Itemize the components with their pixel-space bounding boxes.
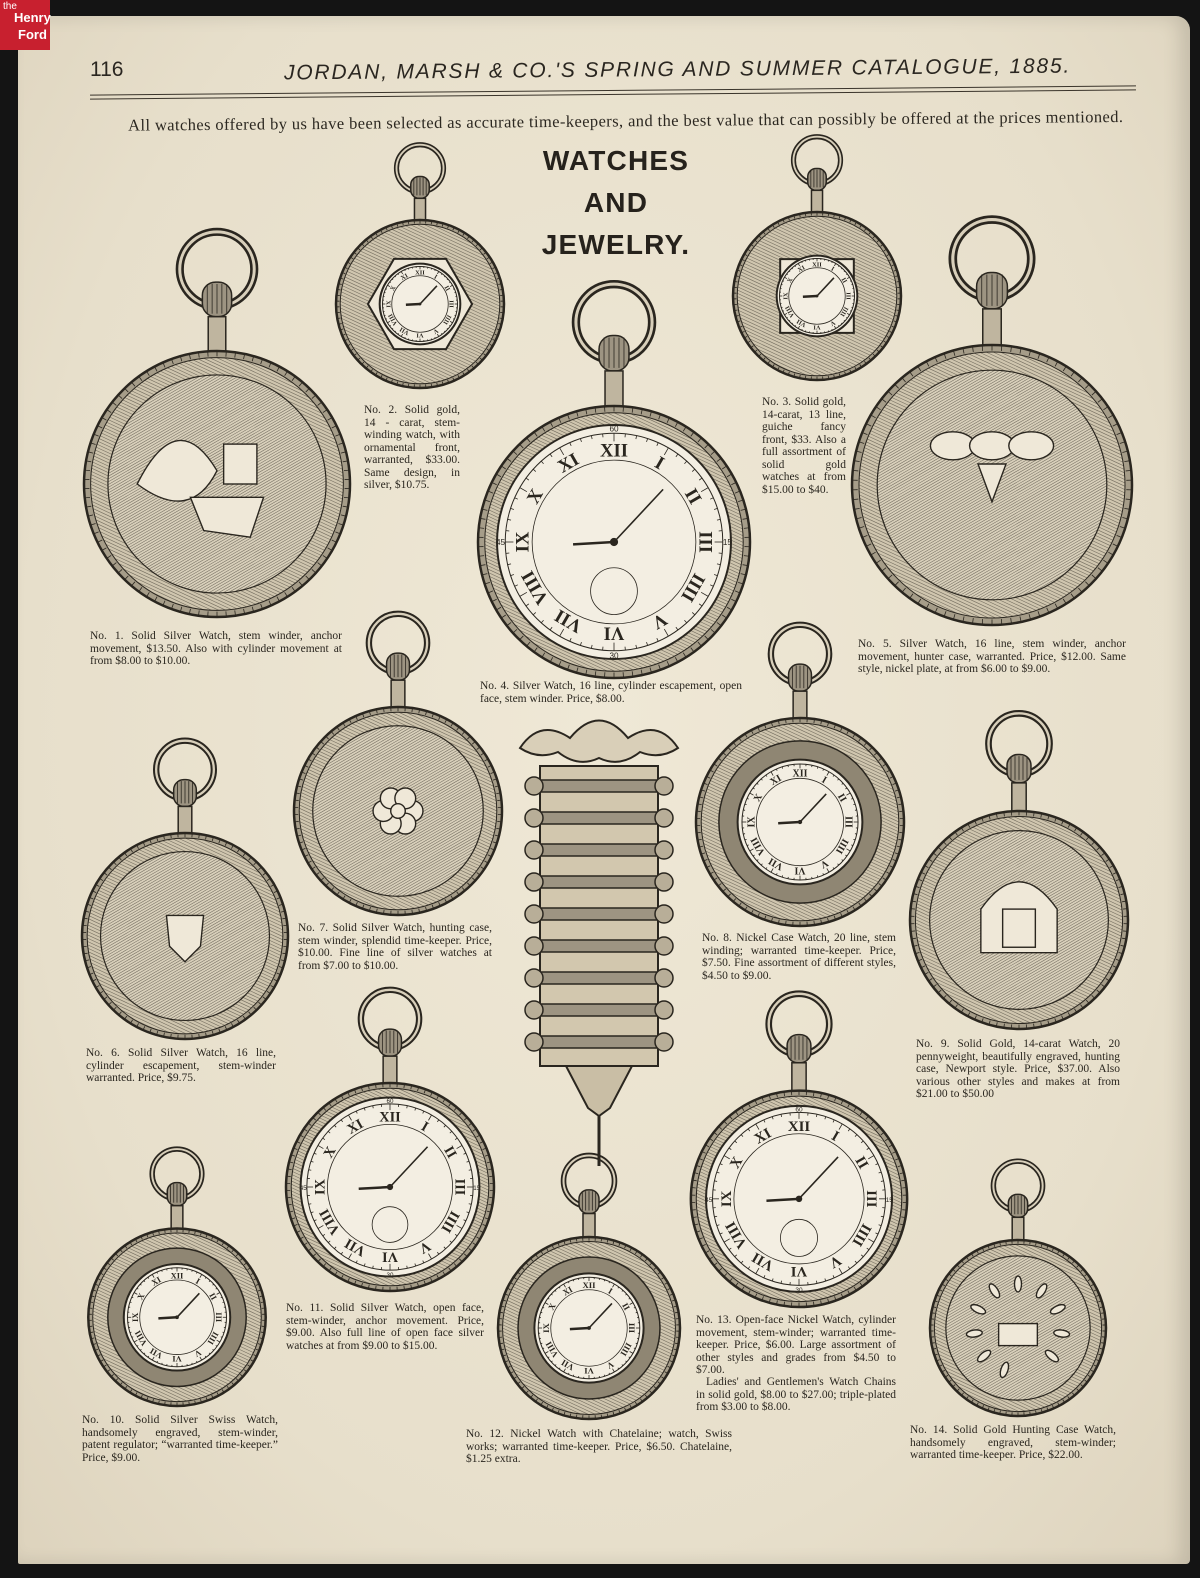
svg-text:XI: XI <box>554 449 583 478</box>
svg-text:I: I <box>819 774 829 787</box>
svg-text:I: I <box>418 1118 432 1136</box>
svg-text:VII: VII <box>749 1248 777 1274</box>
svg-text:III: III <box>862 1190 879 1208</box>
chatelaine-svg <box>510 708 688 1166</box>
svg-text:XI: XI <box>149 1274 163 1288</box>
svg-text:60: 60 <box>386 1098 394 1106</box>
watch-illustration-no12-svg <box>496 1143 682 1423</box>
svg-text:VI: VI <box>172 1354 182 1365</box>
svg-text:III: III <box>447 300 455 308</box>
watch-illustration-no11 <box>284 995 496 1295</box>
svg-text:II: II <box>679 485 706 509</box>
svg-text:X: X <box>727 1154 747 1172</box>
svg-text:30: 30 <box>609 651 619 661</box>
svg-text:I: I <box>828 1128 842 1145</box>
svg-text:VIII: VIII <box>543 1339 561 1360</box>
svg-text:VI: VI <box>382 1248 398 1265</box>
svg-text:XI: XI <box>796 264 807 275</box>
svg-text:IX: IX <box>541 1323 552 1333</box>
caption-no13-chains: Ladies' and Gentlemen's Watch Chains in solid gold, $8.00 to $27.00; triple-plated from $3.00 to $8.00. <box>696 1376 896 1413</box>
svg-text:30: 30 <box>386 1271 394 1279</box>
watch-illustration-no11-svg <box>284 995 496 1295</box>
svg-text:X: X <box>545 1301 558 1312</box>
svg-text:IX: IX <box>312 1179 329 1195</box>
svg-text:45: 45 <box>299 1185 307 1192</box>
svg-text:XII: XII <box>170 1270 184 1281</box>
svg-text:XII: XII <box>812 261 822 269</box>
svg-text:V: V <box>605 1359 616 1372</box>
watch-illustration-no10 <box>84 1158 270 1410</box>
watch-illustration-no1-svg <box>82 243 352 621</box>
caption-no9: No. 9. Solid Gold, 14-carat Watch, 20 pennyweight, beautifully engraved, hunting case, Newport style. Price, $37.00. Also various other styles and makes at from $21.00 to $50.00 <box>916 1038 1120 1100</box>
svg-text:I: I <box>193 1275 202 1287</box>
henry-ford-logo: the Henry Ford <box>0 0 50 50</box>
svg-text:XII: XII <box>792 768 808 780</box>
caption-no13: No. 13. Open-face Nickel Watch, cylinder movement, stem-winder; warranted time-keeper. Price, $6.00. Large assortment of other styles and grades from $4.50 to $7.00. <box>696 1314 896 1376</box>
svg-text:XI: XI <box>344 1116 367 1138</box>
svg-text:15: 15 <box>473 1185 481 1192</box>
watch-illustration-no14 <box>928 1166 1108 1420</box>
watch-illustration-no1 <box>82 243 352 621</box>
svg-text:II: II <box>620 1301 633 1313</box>
watch-illustration-no6-svg <box>80 735 290 1043</box>
svg-text:X: X <box>522 485 548 508</box>
svg-text:VIII: VIII <box>517 566 554 608</box>
caption-no8: No. 8. Nickel Case Watch, 20 line, stem winding; warranted time-keeper. Price, $7.50. Fine assortment of different styles, $4.50 to $9.00. <box>702 932 896 982</box>
svg-text:II: II <box>207 1290 220 1302</box>
svg-text:IX: IX <box>385 300 393 308</box>
svg-text:15: 15 <box>885 1196 893 1204</box>
svg-text:XII: XII <box>379 1109 401 1126</box>
svg-text:XII: XII <box>582 1280 596 1291</box>
svg-text:45: 45 <box>705 1196 713 1204</box>
caption-no5: No. 5. Silver Watch, 16 line, stem winder, anchor movement, hunter case, warranted. Price, $12.00. Same style, nickel plate, at from $6.00 to $9.00. <box>858 638 1126 675</box>
svg-text:VI: VI <box>416 331 424 339</box>
svg-text:IIII: IIII <box>838 305 850 318</box>
svg-text:I: I <box>606 1285 615 1297</box>
svg-text:II: II <box>442 284 452 293</box>
svg-text:VII: VII <box>148 1346 165 1362</box>
svg-text:15: 15 <box>722 538 732 547</box>
caption-no2: No. 2. Solid gold, 14 - carat, stem-winding watch, with ornamental front, warranted, $33.00. Same design, in silver, $10.75. <box>364 404 460 491</box>
svg-text:IIII: IIII <box>441 313 453 326</box>
svg-text:XI: XI <box>751 1125 775 1148</box>
svg-text:60: 60 <box>795 1106 803 1114</box>
svg-text:V: V <box>431 326 440 335</box>
svg-text:VIII: VIII <box>784 304 797 319</box>
svg-text:X: X <box>751 792 765 804</box>
svg-text:I: I <box>651 452 668 475</box>
svg-text:X: X <box>320 1143 340 1161</box>
svg-text:VIII: VIII <box>387 312 400 327</box>
svg-text:X: X <box>786 276 795 285</box>
watch-illustration-no9-svg <box>908 713 1130 1033</box>
svg-text:30: 30 <box>795 1287 803 1295</box>
svg-text:VI: VI <box>794 864 806 876</box>
svg-text:XI: XI <box>560 1284 575 1298</box>
svg-text:X: X <box>134 1291 147 1302</box>
svg-text:XI: XI <box>399 272 410 283</box>
svg-text:45: 45 <box>496 538 506 547</box>
svg-text:IX: IX <box>130 1312 141 1323</box>
caption-no11: No. 11. Solid Silver Watch, open face, stem-winder, anchor movement. Price, $9.00. Also full line of open face silver watches at from $9.00 to $15.00. <box>286 1302 484 1352</box>
svg-text:V: V <box>648 608 671 634</box>
svg-text:VIII: VIII <box>132 1328 150 1348</box>
svg-text:V: V <box>826 1251 844 1271</box>
svg-text:I: I <box>829 265 836 273</box>
svg-text:II: II <box>851 1153 872 1172</box>
watch-illustration-no6 <box>80 735 290 1043</box>
svg-text:VI: VI <box>584 1365 594 1376</box>
svg-text:IIII: IIII <box>832 836 851 856</box>
svg-text:VI: VI <box>813 323 821 331</box>
svg-text:IIII: IIII <box>848 1220 874 1249</box>
svg-text:VI: VI <box>603 622 625 644</box>
svg-text:XI: XI <box>768 772 784 788</box>
svg-text:V: V <box>818 857 830 871</box>
page-number: 116 <box>90 58 124 81</box>
chatelaine-illustration <box>510 708 688 1166</box>
running-header: JORDAN, MARSH & CO.'S SPRING AND SUMMER CATALOGUE, 1885. <box>283 54 1072 85</box>
caption-no1: No. 1. Solid Silver Watch, stem winder, anchor movement, $13.50. Also with cylinder movement at from $8.00 to $10.00. <box>90 630 342 667</box>
svg-text:VII: VII <box>766 855 786 873</box>
page-title: WATCHES AND JEWELRY. <box>541 145 691 260</box>
svg-text:VII: VII <box>559 1357 576 1373</box>
svg-text:XII: XII <box>787 1118 811 1135</box>
watch-illustration-no10-svg <box>84 1158 270 1410</box>
watch-illustration-no5-svg <box>850 217 1134 629</box>
svg-text:IIII: IIII <box>205 1329 221 1347</box>
svg-text:VII: VII <box>795 317 808 329</box>
svg-text:V: V <box>416 1237 434 1257</box>
svg-text:III: III <box>694 531 716 553</box>
caption-no14: No. 14. Solid Gold Hunting Case Watch, handsomely engraved, stem-winder; warranted time-keeper. Price, $22.00. <box>910 1424 1116 1461</box>
caption-no4: No. 4. Silver Watch, 16 line, cylinder escapement, open face, stem winder. Price, $8.00. <box>480 680 742 705</box>
caption-no10: No. 10. Solid Silver Swiss Watch, handsomely engraved, stem-winder, patent regulator; “warranted time-keeper.” Price, $9.00. <box>82 1414 278 1464</box>
svg-text:VII: VII <box>551 604 586 637</box>
watch-illustration-no9 <box>908 713 1130 1033</box>
svg-text:VIII: VIII <box>722 1218 751 1251</box>
watch-illustration-no5 <box>850 217 1134 629</box>
svg-text:XII: XII <box>415 269 425 277</box>
caption-no6: No. 6. Solid Silver Watch, 16 line, cylinder escapement, stem-winder warranted. Price, $9.75. <box>86 1047 276 1084</box>
svg-text:I: I <box>432 273 439 281</box>
svg-text:VII: VII <box>398 325 411 337</box>
svg-text:IIII: IIII <box>676 569 710 606</box>
watch-illustration-no13-svg <box>688 1005 910 1311</box>
svg-text:IX: IX <box>746 816 758 828</box>
svg-text:X: X <box>389 284 398 293</box>
svg-text:III: III <box>842 816 854 828</box>
caption-no12: No. 12. Nickel Watch with Chatelaine; watch, Swiss works; warranted time-keeper. Price, $6.50. Chatelaine, $1.25 extra. <box>466 1428 732 1465</box>
watch-illustration-no14-svg <box>928 1166 1108 1420</box>
svg-text:IIII: IIII <box>618 1341 634 1358</box>
svg-text:XII: XII <box>599 440 629 462</box>
watch-illustration-no13 <box>688 1005 910 1311</box>
svg-text:VIII: VIII <box>748 835 768 857</box>
watch-illustration-no12 <box>496 1143 682 1423</box>
svg-text:VI: VI <box>790 1262 808 1279</box>
svg-text:III: III <box>213 1312 224 1323</box>
svg-text:III: III <box>844 292 852 300</box>
svg-text:II: II <box>834 791 849 805</box>
svg-text:II: II <box>839 276 849 285</box>
svg-text:V: V <box>828 318 837 327</box>
svg-text:VII: VII <box>342 1234 369 1260</box>
svg-text:IX: IX <box>782 292 790 300</box>
svg-text:III: III <box>451 1178 468 1196</box>
svg-text:IIII: IIII <box>437 1208 463 1236</box>
svg-text:II: II <box>440 1143 460 1162</box>
svg-text:V: V <box>192 1347 204 1360</box>
svg-text:IX: IX <box>512 531 534 553</box>
caption-no3: No. 3. Solid gold, 14-carat, 13 line, guiche fancy front, $33. Also a full assortment of solid gold watches at from $15.00 to $40. <box>762 396 846 496</box>
svg-text:IX: IX <box>719 1190 736 1208</box>
svg-text:III: III <box>626 1322 637 1334</box>
svg-text:VIII: VIII <box>316 1205 344 1238</box>
caption-no7: No. 7. Solid Silver Watch, hunting case, stem winder, splendid time-keeper. Price, $10.00. Fine line of silver watches at from $7.00 to $10.00. <box>298 922 492 972</box>
intro-text: All watches offered by us have been selected as accurate time-keepers, and the best value that can possibly be offered at the prices mentioned. <box>128 106 1124 135</box>
svg-text:60: 60 <box>609 424 619 434</box>
